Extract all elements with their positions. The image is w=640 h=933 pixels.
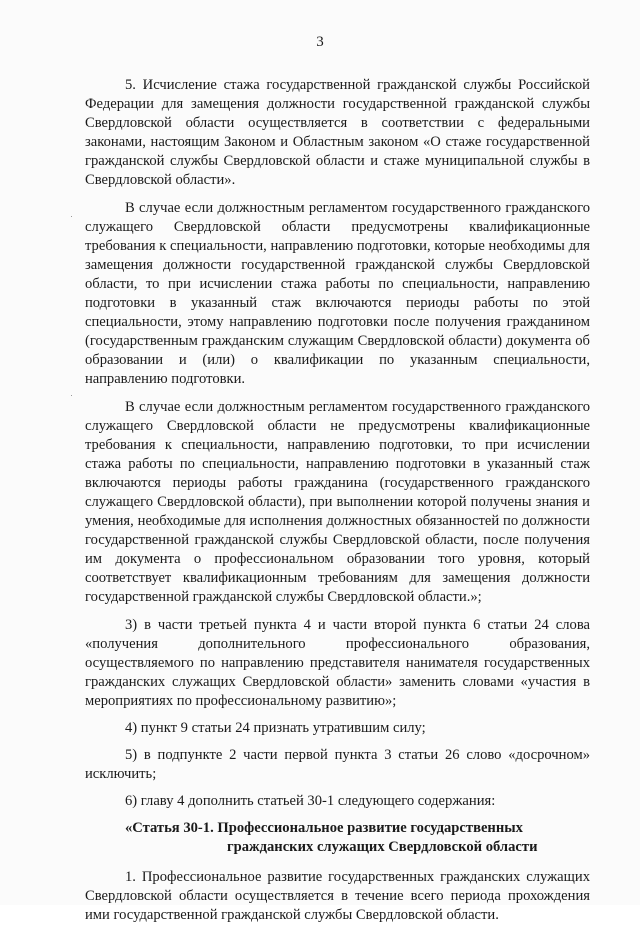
paragraph-qualification-required: В случае если должностным регламентом государственного гражданского служащего Свердловской области предусмотрены квалификационные требования к специальности, направлению подготовки, которые необходимы для замещения должности государственной гражданской службы Свердловской области, то при исчислении стажа работы по специальности, направлению подготовки в указанный стаж включаются периоды работы по этой специальности, этому направлению подготовки после получения гражданином (государственным гражданским служащим Свердловской области) документа об образовании и (или) о квалификации по указанным специальности, направлению подготовки. — [85, 199, 590, 388]
paragraph-amendment-3: 3) в части третьей пункта 4 и части второй пункта 6 статьи 24 слова «получения дополнительного профессионального образования, осуществляемого по направлению представителя нанимателя государственных гражданских служащих Свердловской области» заменить словами «участия в мероприятиях по профессиональному развитию»; — [85, 616, 590, 709]
article-heading-line-2: гражданских служащих Свердловской области — [227, 839, 538, 856]
paragraph-amendment-5: 5) в подпункте 2 части первой пункта 3 статьи 26 слово «досрочном» исключить; — [85, 747, 590, 783]
margin-mark — [71, 216, 72, 217]
margin-mark — [71, 395, 72, 396]
document-body — [85, 76, 590, 933]
article-heading-line-1: «Статья 30-1. Профессиональное развитие государственных — [125, 820, 523, 837]
paragraph-amendment-6: 6) главу 4 дополнить статьей 30-1 следующего содержания: — [125, 793, 496, 810]
article-heading — [85, 819, 590, 857]
paragraph-article-point-1: 1. Профессиональное развитие государственных гражданских служащих Свердловской области осуществляется в течение всего периода прохождения ими государственной гражданской службы Свердловской области. — [85, 868, 590, 923]
paragraph-seniority-calculation: 5. Исчисление стажа государственной гражданской службы Российской Федерации для замещения должности государственной гражданской службы Свердловской области осуществляется в соответствии с федеральными законами, настоящим Законом и Областным законом «О стаже государственной гражданской службы Свердловской области и стаже муниципальной службы в Свердловской области». — [85, 77, 590, 189]
paragraph-qualification-not-required: В случае если должностным регламентом государственного гражданского служащего Свердловской области не предусмотрены квалификационные требования к специальности, направлению подготовки, то при исчислении стажа работы по специальности, направлению подготовки в указанный стаж включаются периоды работы гражданина (государственного гражданского служащего Свердловской области), при выполнении которой получены знания и умения, необходимые для исполнения должностных обязанностей по должности государственной гражданской службы Свердловской области, после получения им документа о профессиональном образовании того уровня, который соответствует квалификационным требованиям для замещения должности государственной гражданской службы Свердловской области.»; — [85, 398, 590, 606]
page-number: 3 — [316, 34, 324, 50]
paragraph-amendment-4: 4) пункт 9 статьи 24 признать утратившим силу; — [125, 720, 426, 736]
